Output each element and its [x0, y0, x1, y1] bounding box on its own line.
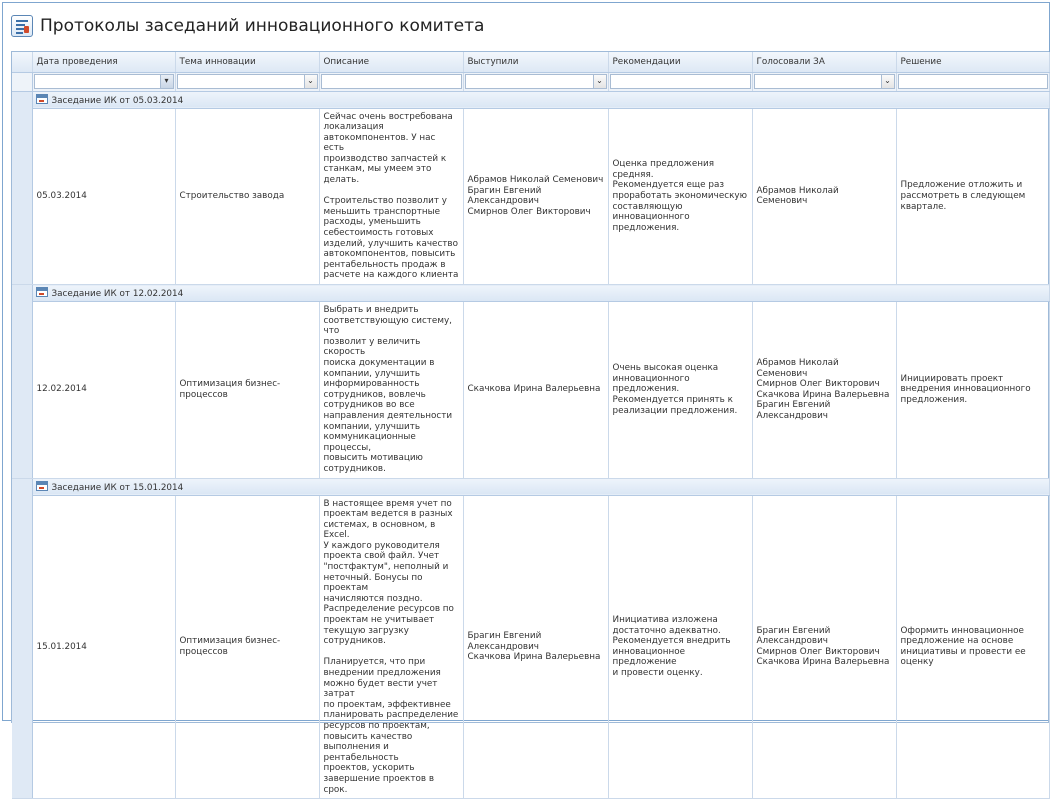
protocols-grid	[11, 51, 1049, 795]
group-gutter	[12, 91, 32, 108]
title-bar	[11, 13, 484, 39]
cell-recommendations: Очень высокая оценка инновационного предложения. Рекомендуется принять к реализации предложения.	[608, 302, 752, 479]
group-row[interactable]	[12, 285, 1049, 302]
cell-decision: Оформить инновационное предложение на основе инициативы и провести ее оценку	[896, 495, 1049, 799]
table-row[interactable]	[12, 302, 1049, 479]
cell-voted-for: Абрамов Николай Семенович Смирнов Олег Викторович Скачкова Ирина Валерьевна Брагин Евгений Александрович	[752, 302, 896, 479]
group-gutter	[12, 285, 32, 302]
group-row[interactable]	[12, 91, 1049, 108]
cell-recommendations: Оценка предложения средняя. Рекомендуется еще раз проработать экономическую составляющую инновационного предложения.	[608, 108, 752, 285]
column-header-speakers[interactable]: Выступили	[463, 52, 608, 72]
calendar-icon	[36, 94, 48, 104]
calendar-icon	[36, 481, 48, 491]
group-label: Заседание ИК от 15.01.2014	[51, 482, 184, 493]
cell-decision: Инициировать проект внедрения инновационного предложения.	[896, 302, 1049, 479]
cell-decision: Предложение отложить и рассмотреть в следующем квартале.	[896, 108, 1049, 285]
group-gutter	[12, 478, 32, 495]
cell-speakers: Скачкова Ирина Валерьевна	[463, 302, 608, 479]
cell-topic: Строительство завода	[175, 108, 319, 285]
column-header-date[interactable]: Дата проведения	[32, 52, 175, 72]
group-header[interactable]	[32, 478, 1049, 495]
dropdown-arrow-icon[interactable]: ⌄	[304, 75, 317, 88]
filter-cell-decision	[896, 72, 1049, 91]
gutter-header	[12, 52, 32, 72]
cell-description: Сейчас очень востребована локализация автокомпонентов. У нас есть производство запчастей к станкам, мы умеем это делать. Строительство позволит у меньшить транспортные расходы, уменьшить себестоимость готовых изделий, улучшить качество автокомпонентов, повысить рентабельность продаж в расчете на каждого клиента	[319, 108, 463, 285]
row-gutter	[12, 108, 32, 285]
dropdown-arrow-icon[interactable]: ⌄	[593, 75, 606, 88]
group-header[interactable]	[32, 91, 1049, 108]
filter-description-input[interactable]	[321, 74, 462, 89]
group-row[interactable]	[12, 478, 1049, 495]
filter-cell-date	[32, 72, 175, 91]
filter-cell-topic	[175, 72, 319, 91]
column-header-recommendations[interactable]: Рекомендации	[608, 52, 752, 72]
window-frame	[2, 2, 1050, 795]
filter-voted-for-select[interactable]	[754, 74, 895, 89]
filter-date-input[interactable]	[34, 74, 174, 89]
cell-date: 12.02.2014	[32, 302, 175, 479]
dropdown-arrow-icon[interactable]: ▾	[160, 75, 173, 88]
dropdown-arrow-icon[interactable]: ⌄	[881, 75, 894, 88]
cell-topic: Оптимизация бизнес-процессов	[175, 302, 319, 479]
cell-voted-for: Абрамов Николай Семенович	[752, 108, 896, 285]
filter-speakers-select[interactable]	[465, 74, 607, 89]
row-gutter	[12, 302, 32, 479]
cell-description: Выбрать и внедрить соответствующую систему, что позволит у величить скорость поиска документации в компании, улучшить информированность сотрудников, вовлечь сотрудников во все направления деятельности компании, улучшить коммуникационные процессы, повысить мотивацию сотрудников.	[319, 302, 463, 479]
row-gutter	[12, 495, 32, 799]
document-list-icon	[11, 15, 33, 37]
table-row[interactable]	[12, 495, 1049, 799]
filter-cell-recommendations	[608, 72, 752, 91]
filter-recommendations-input[interactable]	[610, 74, 751, 89]
cell-date: 15.01.2014	[32, 495, 175, 799]
cell-topic: Оптимизация бизнес-процессов	[175, 495, 319, 799]
page-title: Протоколы заседаний инновационного комитета	[40, 16, 485, 36]
group-label: Заседание ИК от 05.03.2014	[51, 95, 184, 106]
column-header-topic[interactable]: Тема инновации	[175, 52, 319, 72]
cell-date: 05.03.2014	[32, 108, 175, 285]
group-label: Заседание ИК от 12.02.2014	[51, 289, 184, 299]
filter-decision-input[interactable]	[898, 74, 1048, 89]
cell-recommendations: Инициатива изложена достаточно адекватно. Рекомендуется внедрить инновационное предложение и провести оценку.	[608, 495, 752, 799]
column-header-description[interactable]: Описание	[319, 52, 463, 72]
cell-speakers: Абрамов Николай Семенович Брагин Евгений Александрович Смирнов Олег Викторович	[463, 108, 608, 285]
calendar-icon	[36, 287, 48, 297]
filter-cell-voted-for	[752, 72, 896, 91]
filter-cell-speakers	[463, 72, 608, 91]
gutter-filter	[12, 72, 32, 91]
cell-voted-for: Брагин Евгений Александрович Смирнов Олег Викторович Скачкова Ирина Валерьевна	[752, 495, 896, 799]
column-header-decision[interactable]: Решение	[896, 52, 1049, 72]
group-header[interactable]	[32, 285, 1049, 302]
filter-cell-description	[319, 72, 463, 91]
table-row[interactable]	[12, 108, 1049, 285]
filter-topic-select[interactable]	[177, 74, 318, 89]
column-header-voted-for[interactable]: Голосовали ЗА	[752, 52, 896, 72]
cell-description: В настоящее время учет по проектам ведется в разных системах, в основном, в Excel. У каждого руководителя проекта свой файл. Учет "постфактум", неполный и неточный. Бонусы по проектам начисляются поздно. Распределение ресурсов по проектам не учитывает текущую загрузку сотрудников. Планируется, что при внедрении предложения можно будет вести учет затрат по проектам, эффективнее планировать распределение ресурсов по проектам, повысить качество выполнения и рентабельность проектов, ускорить завершение проектов в срок.	[319, 495, 463, 799]
cell-speakers: Брагин Евгений Александрович Скачкова Ирина Валерьевна	[463, 495, 608, 799]
